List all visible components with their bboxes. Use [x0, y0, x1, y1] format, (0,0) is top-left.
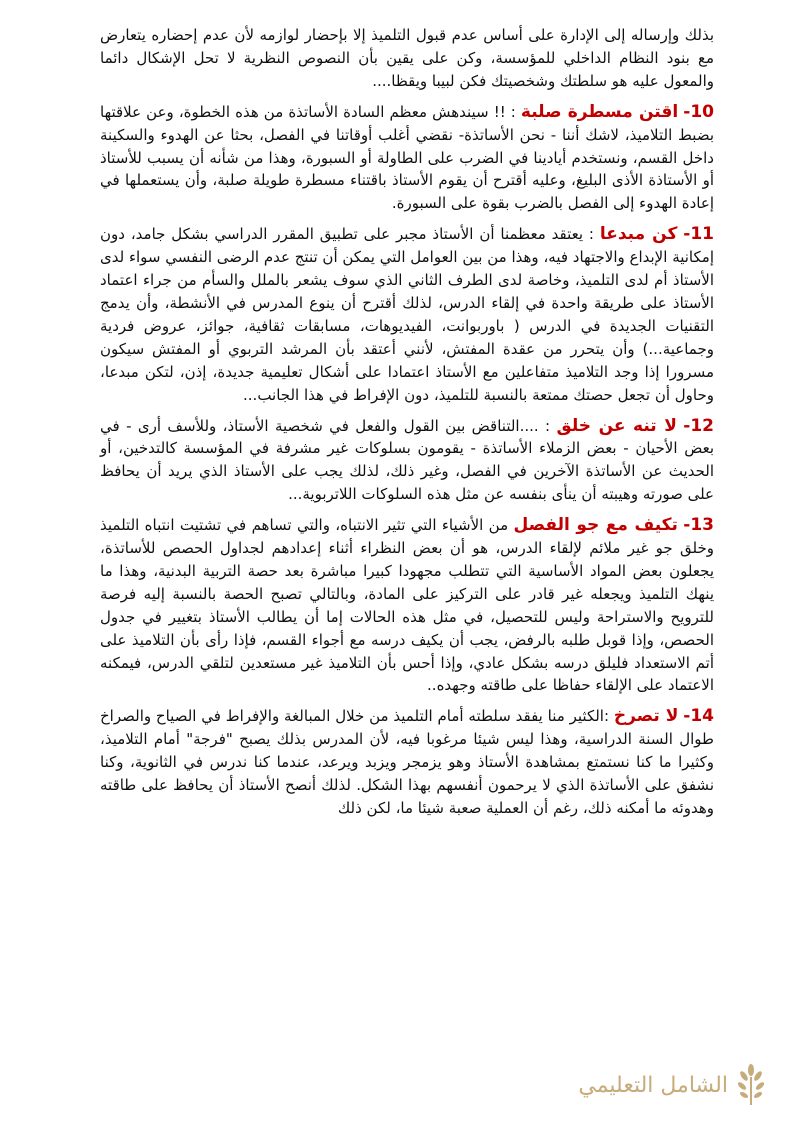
item-11	[100, 223, 714, 406]
item-body: : يعتقد معظمنا أن الأستاذ مجبر على تطبيق المقرر الدراسي بشكل جامد، دون إمكانية الإبداع والاجتهاد فيه، وهذا من بين العوامل التي يمكن أن تنتج عدم الرضى النفسي سواء لدى الأستاذ أم لدى التلميذ، وخاصة لدى الطرف الثاني الذي سوف يشعر بالملل والسأم من جراء اعتماد الأستاذ على طريقة واحدة في إلقاء الدرس، لذلك أقترح أن ينوع المدرس في الأنشطة، وأن يدمج التقنيات الجديدة في الدرس ( باوربوانت، الفيديوهات، مسابقات ثقافية، جوائز، عروض فردية وجماعية...) وأن يتحرر من عقدة المفتش، لأنني أعتقد بأن المرشد التربوي أو المفتش سيكون مسرورا إذا وجد التلاميذ متفاعلين مع الأستاذ اعتمادا على أشكال تعليمية جديدة، إذن، لتكن مبدعا، وحاول أن تجعل حصتك ممتعة بالنسبة للتلميذ، دون الإفراط في هذا الجانب...	[100, 225, 714, 404]
item-number: 10-	[683, 101, 714, 122]
item-title: اقتن مسطرة صلبة	[520, 101, 679, 122]
item-body: : !! سيندهش معظم السادة الأساتذة من هذه الخطوة، وعن علاقتها بضبط التلاميذ، لاشك أننا - نحن الأساتذة- نقضي أغلب أوقاتنا في الفصل، بحثا عن الهدوء والسكينة داخل القسم، ونستخدم أيادينا في الضرب على الطاولة أو السبورة، وهذا من شأنه أن يسبب للأستاذ أو الأستاذة الأذى البليغ، وعليه أقترح أن يقوم الأستاذ باقتناء مسطرة طويلة صلبة، وأن يستعملها في إعادة الهدوء إلى الفصل بالضرب بقوة على السبورة.	[100, 102, 714, 213]
logo-text: الشامل التعليمي	[578, 1072, 728, 1098]
item-title: لا تنه عن خلق	[556, 415, 677, 436]
item-title: كن مبدعا	[599, 224, 678, 245]
item-12	[100, 415, 714, 507]
document-body	[100, 24, 714, 820]
item-number: 11-	[683, 224, 714, 245]
item-10	[100, 101, 714, 216]
item-number: 13-	[683, 515, 714, 536]
site-logo	[568, 1060, 768, 1110]
item-number: 14-	[683, 706, 714, 727]
intro-paragraph: بذلك وإرساله إلى الإدارة على أساس عدم قبول التلميذ إلا بإحضار لوازمه لأن عدم إحضاره يتعارض مع بنود النظام الداخلي للمؤسسة، وكن على يقين بأن النصوص النظرية لا تحل الإشكال دائما والمعول عليه هو سلطتك وشخصيتك فكن لبيبا ويقظا....	[100, 26, 714, 90]
item-title: تكيف مع جو الفصل	[513, 515, 678, 536]
item-number: 12-	[683, 415, 715, 436]
item-body: : ....التناقض بين القول والفعل في شخصية الأستاذ، وللأسف أرى - في بعض الأحيان - بعض الزملاء الأساتذة - يقومون بسلوكات غير مشرفة في المؤسسة كالتدخين، أو الحديث عن الأساتذة الآخرين في الفصل، وغير ذلك، لذلك يجب على الأستاذ الذي يريد أن يحافظ على صورته وهيبته أن ينأى بنفسه عن مثل هذه السلوكات اللاتربوية...	[100, 416, 714, 504]
tree-icon	[734, 1063, 768, 1107]
item-title: لا تصرخ	[613, 706, 679, 727]
item-14	[100, 705, 714, 820]
item-body: من الأشياء التي تثير الانتباه، والتي تساهم في تشتيت انتباه التلميذ وخلق جو غير ملائم لإلقاء الدرس، هو أن بعض النظراء أثناء إعدادهم لجداول الحصص للأساتذة، يجعلون بعض المواد الأساسية التي تتطلب مجهودا كبيرا مباشرة بعد حصة التربية البدنية، وهذا ما ينهك التلميذ ويجعله غير قادر على التركيز على المادة، وبالتالي تصبح الحصة بالنسبة إليه فرصة للترويح والاستراحة وليس للتحصيل، في مثل هذه الحالات إما أن يطالب الأستاذ بتغيير في جدول الحصص، وإذا قوبل طلبه بالرفض، يجب أن يكيف درسه مع أجواء القسم، فإذا رأى بأن التلاميذ على أتم الاستعداد فليلق درسه بشكل عادي، وإذا أحس بأن التلاميذ غير مستعدين لتلقي الدرس، فيمكنه الاعتماد على الإلقاء حفاظا على طاقته وجهده..	[100, 516, 714, 695]
item-body: :الكثير منا يفقد سلطته أمام التلميذ من خلال المبالغة والإفراط في الصياح والصراخ طوال السنة الدراسية، وهذا ليس شيئا مرغوبا فيه، لأن المدرس بذلك يصبح "فرجة" أمام التلاميذ، وكثيرا ما كنا نستمتع بمشاهدة الأستاذ وهو يزمجر ويزبد ويرعد، عندما كنا ندرس في الثانوية، وكنا نشفق على الأساتذة الذي لا يرحمون أنفسهم بهذا الشكل. لذلك أنصح الأستاذ أن يحافظ على طاقته وهدوئه ما أمكنه ذلك، رغم أن العملية صعبة شيئا ما، لكن ذلك	[100, 707, 714, 817]
item-13	[100, 514, 714, 697]
